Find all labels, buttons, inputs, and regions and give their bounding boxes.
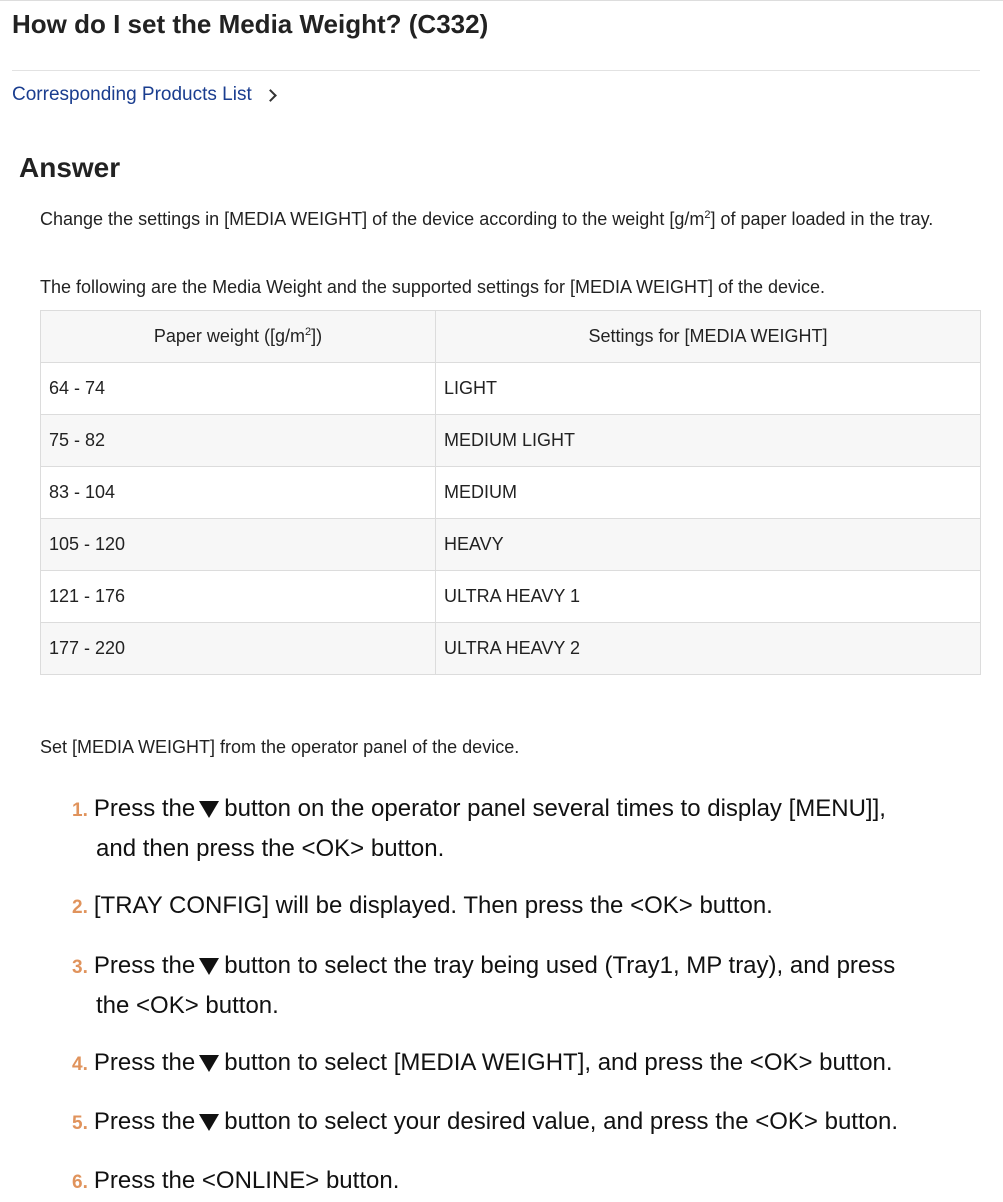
- step-text: button to select your desired value, and press the <OK> button.: [224, 1108, 899, 1135]
- step-text: button on the operator panel several times to display [MENU]],: [224, 795, 886, 822]
- down-triangle-icon: [199, 801, 219, 818]
- list-item-step-2: [72, 887, 972, 927]
- answer-intro: [40, 205, 985, 234]
- header-paper-weight: [41, 311, 436, 363]
- intro-text-b: ] of paper loaded in the tray.: [710, 209, 934, 229]
- step-text-continued: the <OK> button.: [96, 992, 279, 1019]
- step-text: Press the: [93, 1108, 196, 1135]
- step-text: [TRAY CONFIG] will be displayed. Then press the <OK> button.: [93, 892, 773, 919]
- step-text: Press the: [93, 952, 196, 979]
- table-row: [41, 519, 981, 571]
- table-header-row: [41, 311, 981, 363]
- corresponding-products-link[interactable]: [12, 83, 275, 107]
- weight-cell: 177 - 220: [41, 623, 436, 675]
- step-number: 5.: [72, 1113, 88, 1134]
- step-text: Press the: [93, 795, 196, 822]
- list-item-step-5: [72, 1103, 972, 1143]
- set-note: Set [MEDIA WEIGHT] from the operator panel of the device.: [40, 737, 520, 757]
- header-weight-text: Paper weight ([g/m: [153, 326, 305, 346]
- step-number: 6.: [72, 1172, 88, 1193]
- down-triangle-icon: [199, 1055, 219, 1072]
- products-link-label: Corresponding Products List: [12, 84, 252, 105]
- step-number: 2.: [72, 897, 88, 918]
- answer-heading: Answer: [19, 152, 121, 183]
- table-row: [41, 467, 981, 519]
- list-item-step-6: [72, 1162, 972, 1202]
- table-row: [41, 623, 981, 675]
- down-triangle-icon: [199, 1114, 219, 1131]
- step-text: button to select [MEDIA WEIGHT], and press the <OK> button.: [224, 1049, 893, 1076]
- weight-cell: 64 - 74: [41, 363, 436, 415]
- chevron-right-icon: [264, 89, 277, 102]
- intro-text-a: Change the settings in [MEDIA WEIGHT] of the device according to the weight [g/m: [40, 209, 705, 229]
- setting-cell: LIGHT: [436, 363, 981, 415]
- intro-superscript: 2: [704, 209, 711, 221]
- list-item-step-1: [72, 790, 972, 868]
- step-number: 3.: [72, 957, 88, 978]
- header-weight-close: ]): [311, 326, 323, 346]
- step-text: Press the <ONLINE> button.: [93, 1167, 400, 1194]
- media-weight-table: [40, 310, 981, 675]
- step-text-continued: and then press the <OK> button.: [96, 835, 445, 862]
- setting-cell: HEAVY: [436, 519, 981, 571]
- weight-cell: 121 - 176: [41, 571, 436, 623]
- list-item-step-3: [72, 947, 972, 1025]
- top-divider: [0, 0, 1003, 1]
- table-row: [41, 363, 981, 415]
- setting-cell: MEDIUM LIGHT: [436, 415, 981, 467]
- page-title: How do I set the Media Weight? (C332): [12, 9, 489, 39]
- step-number: 4.: [72, 1054, 88, 1075]
- step-number: 1.: [72, 800, 88, 821]
- weight-cell: 83 - 104: [41, 467, 436, 519]
- table-row: [41, 415, 981, 467]
- title-divider: [12, 70, 980, 71]
- table-row: [41, 571, 981, 623]
- setting-cell: ULTRA HEAVY 1: [436, 571, 981, 623]
- header-weight-sup: 2: [304, 326, 312, 338]
- weight-cell: 105 - 120: [41, 519, 436, 571]
- setting-cell: ULTRA HEAVY 2: [436, 623, 981, 675]
- list-item-step-4: [72, 1044, 972, 1084]
- setting-cell: MEDIUM: [436, 467, 981, 519]
- down-triangle-icon: [199, 958, 219, 975]
- table-intro: The following are the Media Weight and the supported settings for [MEDIA WEIGHT] of the device.: [40, 277, 826, 297]
- step-text: Press the: [93, 1049, 196, 1076]
- step-text: button to select the tray being used (Tray1, MP tray), and press: [224, 952, 896, 979]
- header-settings: Settings for [MEDIA WEIGHT]: [436, 311, 981, 363]
- weight-cell: 75 - 82: [41, 415, 436, 467]
